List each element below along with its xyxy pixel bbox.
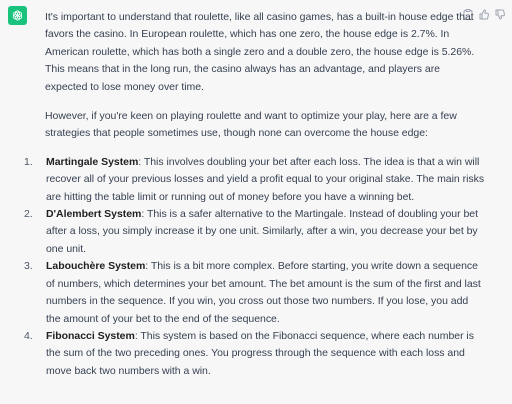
thumbs-down-icon[interactable] (495, 9, 505, 20)
strategy-text: : This system is based on the Fibonacci sequence, where each number is the sum of the two preceding ones. You progress through the sequence with each loss and move back two numbers with a win. (46, 329, 474, 377)
message-content (24, 9, 485, 380)
strategies-list (24, 154, 485, 380)
strategy-text: : This is a bit more complex. Before starting, you write down a sequence of numbers, which determines your bet amount. The bet amount is the sum of the first and last numbers in the sequence. If you win, you cross out those two numbers. If you lose, you add the amount of your bet to the end of the sequence. (46, 260, 481, 325)
strategy-text: : This involves doubling your bet after each loss. The idea is that a win will recover all of your previous losses and yield a profit equal to your original stake. The main risks are hitting the table limit or running out of money before you have a winning bet. (46, 155, 485, 203)
list-item (24, 154, 485, 206)
strategy-text: : This is a safer alternative to the Martingale. Instead of doubling your bet after a loss, you simply increase it by one unit. Similarly, after a win, you decrease your bet by one unit. (46, 208, 478, 255)
openai-logo-icon (8, 6, 27, 25)
strategy-title: Martingale System (46, 155, 139, 168)
intro-paragraph: It's important to understand that roulette, like all casino games, has a built-in house edge that favors the casino. In European roulette, which has one zero, the house edge is 2.7%. In American roulette, which has both a single zero and a double zero, the house edge is 5.26%. This means that in the long run, the casino always has an advantage, and players are expected to lose money over time. (45, 11, 475, 93)
list-number: 3. (24, 260, 33, 273)
list-item (24, 258, 485, 328)
strategy-title: Fibonacci System (46, 329, 135, 342)
list-number: 1. (24, 155, 33, 168)
list-number: 2. (24, 208, 33, 221)
strategies-intro-paragraph: However, if you're keen on playing roulette and want to optimize your play, here are a few strategies that people sometimes use, though none can overcome the house edge: (45, 110, 457, 140)
list-item (24, 206, 485, 258)
list-item (24, 328, 485, 380)
strategy-title: D'Alembert System (46, 208, 142, 221)
strategy-title: Labouchère System (46, 260, 146, 273)
list-number: 4. (24, 329, 33, 342)
